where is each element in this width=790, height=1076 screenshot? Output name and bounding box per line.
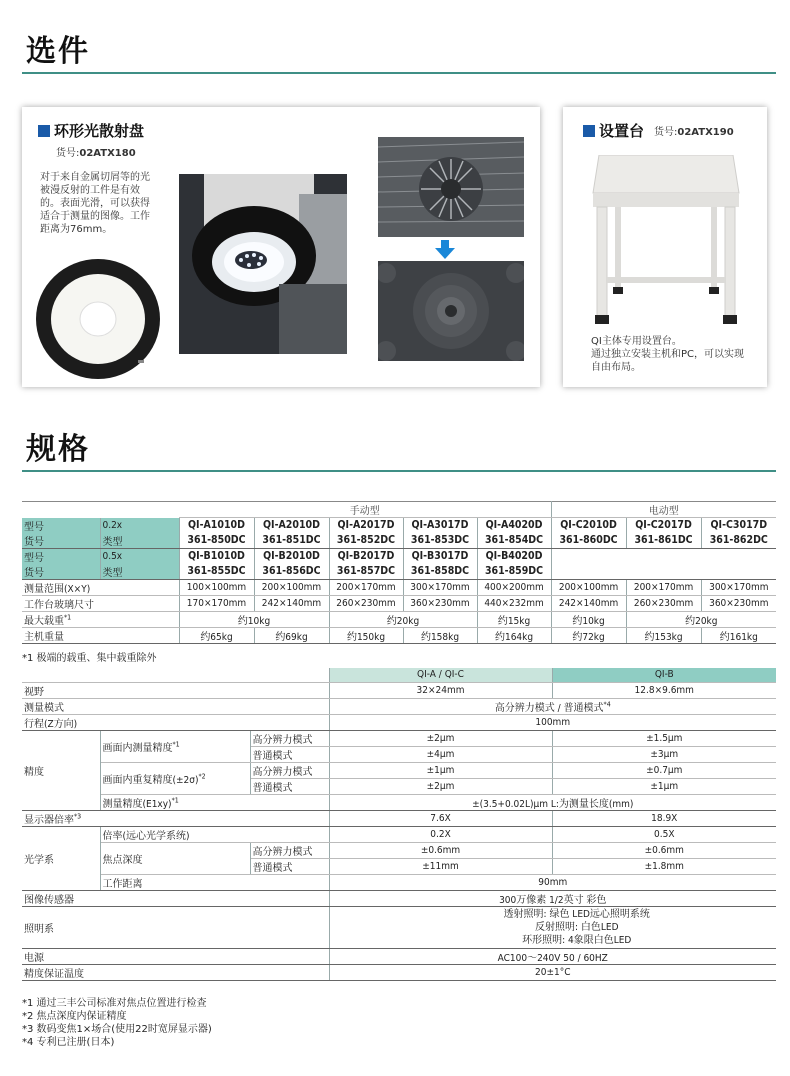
bullet-square-icon (38, 125, 50, 137)
glass-row: 工作台玻璃尺寸 170×170mm 242×140mm 260×230mm 360×230mm 440×232mm 242×140mm 260×230mm 360×230mm (22, 595, 776, 611)
code-row-b: 货号 类型 361-855DC 361-856DC 361-857DC 361-858DC 361-859DC (22, 564, 776, 580)
fov-row: 视野 32×24mm 12.8×9.6mm (22, 682, 776, 698)
range-row: 测量范围(X×Y) 100×100mm 200×100mm 200×170mm 300×170mm 400×200mm 200×100mm 200×170mm 300×170mm (22, 579, 776, 595)
card-title: 设置台 货号:02ATX190 (583, 120, 734, 141)
stand-card (563, 107, 767, 387)
ring-light-card (22, 107, 540, 387)
section-title-options: 选件 (26, 34, 90, 69)
section-rule (22, 72, 776, 74)
spec1-footnote: *1 极端的载重、集中载重除外 (22, 653, 157, 664)
accuracy-rep-norm-row: 普通模式 ±2μm ±1μm (22, 778, 776, 794)
e1-row: 测量精度$(E1xy)^{*1}$ ±(3.5+0.02L)μm L:为测量长度(mm) (22, 794, 776, 810)
manual-type-header: 手动型 (179, 502, 551, 518)
after-scatter-image (378, 261, 524, 361)
spec-table-performance (22, 668, 776, 981)
section-rule (22, 470, 776, 472)
section-title-specs: 规格 (26, 432, 90, 467)
sensor-row: 图像传感器 300万像素 1/2英寸 彩色 (22, 890, 776, 906)
power-row: 电源 AC100～240V 50 / 60HZ (22, 948, 776, 964)
before-scatter-image (378, 137, 524, 237)
temperature-row: 精度保证温度 20±1°C (22, 964, 776, 980)
bullet-square-icon (583, 125, 595, 137)
card-description: QI主体专用设置台。 通过独立安装主机和PC，可以实现 自由布局。 (591, 336, 745, 373)
weight-row: 主机重量 约65kg 约69kg 约150kg 约158kg 约164kg 约72kg 约153kg 约161kg (22, 627, 776, 643)
code-row-a: 货号 类型 361-850DC 361-851DC 361-852DC 361-853DC 361-854DC 361-860DC 361-861DC 361-862DC (22, 533, 776, 549)
product-code: 货号:02ATX180 (56, 148, 136, 159)
card-description: 对于来自金属切屑等的光 被漫反射的工件是有效 的。表面光滑，可以获得 适合于测量的图像。工作 距离为76mm。 (40, 172, 150, 235)
stand-table-image (591, 155, 741, 327)
spec-table-models (22, 501, 776, 644)
mode-row: 测量模式 高分辨力模式 / 普通模式$^{*4}$ (22, 698, 776, 714)
accuracy-in-hi-row: 精度 画面内测量精度$^{*1}$ 高分辨力模式 ±2μm ±1.5μm (22, 730, 776, 746)
load-row: 最大载重$^{*1}$ 约10kg 约20kg 约15kg 约10kg 约20kg (22, 611, 776, 627)
display-row: 显示器倍率$^{*3}$ 7.6X 18.9X (22, 810, 776, 826)
illumination-row: 照明系 透射照明: 绿色 LED远心照明系统 反射照明: 白色LED 环形照明: 4象限白色LED (22, 906, 776, 948)
group-header-row (22, 502, 776, 518)
model-row-b: 型号 0.5x QI-B1010D QI-B2010D QI-B2017D QI-B3017D QI-B4020D (22, 548, 776, 564)
optics-mag-row: 光学系 倍率(远心光学系统) 0.2X 0.5X (22, 826, 776, 842)
card-title: 环形光散射盘 (38, 120, 144, 141)
arrow-down-icon (435, 240, 455, 260)
stroke-row: 行程(Z方向) 100mm (22, 714, 776, 730)
accuracy-in-norm-row: 普通模式 ±4μm ±3μm (22, 746, 776, 762)
model-row-a: 型号 0.2x QI-A1010D QI-A2010D QI-A2017D QI-A3017D QI-A4020D QI-C2010D QI-C2017D QI-C3017D (24, 519, 768, 533)
dof-hi-row: 焦点深度 高分辨力模式 ±0.6mm ±0.6mm (22, 842, 776, 858)
spec2-footnotes: *1 通过三丰公司标准对焦点位置进行检查 *2 焦点深度内保证精度 *3 数码变焦1×场合(使用22时宽屏显示器) *4 专利已注册(日本) (22, 998, 212, 1048)
dof-norm-row: 普通模式 ±11mm ±1.8mm (22, 858, 776, 874)
ring-light-mounted-photo (179, 174, 347, 354)
electric-type-header: 电动型 (551, 502, 776, 518)
accuracy-rep-hi-row: 画面内重复精度$(\pm 2\sigma)^{*2}$ 高分辨力模式 ±1μm ±0.7μm (22, 762, 776, 778)
wd-row: 工作距离 90mm (22, 874, 776, 890)
product-code: 货号:02ATX190 (654, 127, 734, 138)
ring-disc-image (32, 257, 167, 382)
perf-header-row: QI-A / QI-C QI-B (22, 668, 776, 682)
